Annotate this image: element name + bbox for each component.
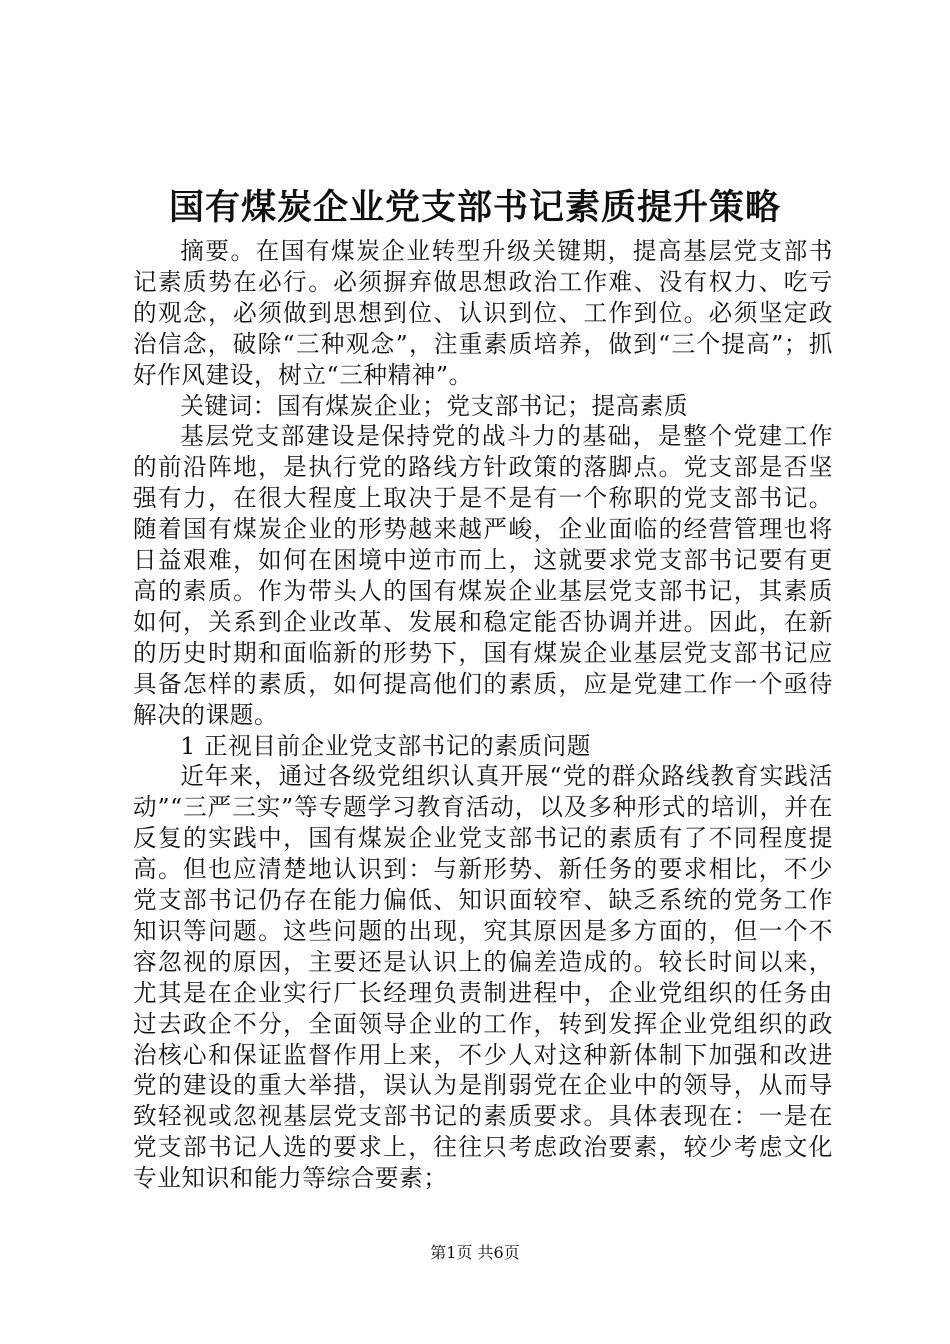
abstract-paragraph: 摘要。在国有煤炭企业转型升级关键期，提高基层党支部书记素质势在必行。必须摒弃做思想政治工作难、没有权力、吃亏的观念，必须做到思想到位、认识到位、工作到位。必须坚定政治信念，破除“三种观念”，注重素质培养，做到“三个提高”；抓好作风建设，树立“三种精神”。 <box>133 237 833 389</box>
keywords-paragraph: 关键词：国有煤炭企业；党支部书记；提高素质 <box>180 391 689 420</box>
page-footer: 第1页 共6页 <box>430 1243 520 1262</box>
section-paragraph: 近年来，通过各级党组织认真开展“党的群众路线教育实践活动”“三严三实”等专题学习教育活动，以及多种形式的培训，并在反复的实践中，国有煤炭企业党支部书记的素质有了不同程度提高。但也应清楚地认识到：与新形势、新任务的要求相比，不少党支部书记仍存在能力偏低、知识面较窄、缺乏系统的党务工作知识等问题。这些问题的出现，究其原因是多方面的，但一个不容忽视的原因，主要还是认识上的偏差造成的。较长时间以来，尤其是在企业实行厂长经理负责制进程中，企业党组织的任务由过去政企不分，全面领导企业的工作，转到发挥企业党组织的政治核心和保证监督作用上来，不少人对这种新体制下加强和改进党的建设的重大举措，误认为是削弱党在企业中的领导，从而导致轻视或忽视基层党支部书记的素质要求。具体表现在：一是在党支部书记人选的要求上，往往只考虑政治要素，较少考虑文化专业知识和能力等综合要素； <box>133 762 833 1193</box>
intro-paragraph: 基层党支部建设是保持党的战斗力的基础，是整个党建工作的前沿阵地，是执行党的路线方针政策的落脚点。党支部是否坚强有力，在很大程度上取决于是不是有一个称职的党支部书记。随着国有煤炭企业的形势越来越严峻，企业面临的经营管理也将日益艰难，如何在困境中逆市而上，这就要求党支部书记要有更高的素质。作为带头人的国有煤炭企业基层党支部书记，其素质如何，关系到企业改革、发展和稳定能否协调并进。因此，在新的历史时期和面临新的形势下，国有煤炭企业基层党支部书记应具备怎样的素质，如何提高他们的素质，应是党建工作一个亟待解决的课题。 <box>133 422 833 729</box>
document-body <box>133 236 833 1194</box>
document-title: 国有煤炭企业党支部书记素质提升策略 <box>168 187 781 228</box>
section-heading: 1 正视目前企业党支部书记的素质问题 <box>180 731 591 760</box>
